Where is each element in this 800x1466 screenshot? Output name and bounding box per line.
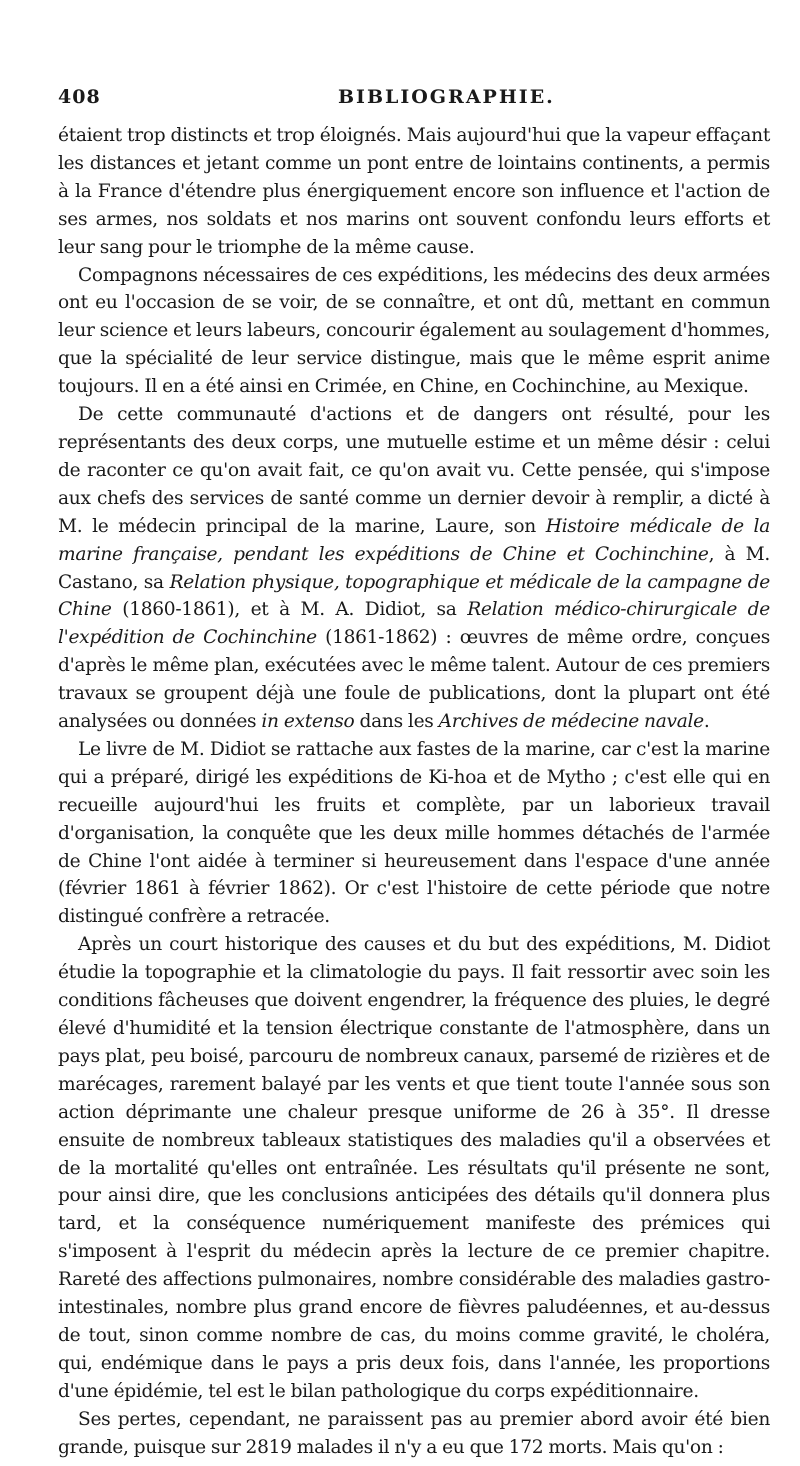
paragraph-3-text-6: . xyxy=(703,711,710,733)
paragraph-6: Ses pertes, cependant, ne paraissent pas au premier abord avoir été bien grande, puisque sur 2819 malades il n'y a eu que 172 morts. Mais qu'on : xyxy=(58,1408,770,1458)
running-head xyxy=(58,86,770,120)
paragraph-4: Le livre de M. Didiot se rattache aux fastes de la marine, car c'est la marine qui a préparé, dirigé les expéditions de Ki-hoa et de Mytho ; c'est elle qui en recueille aujourd'hui les fruits et complète, par un laborieux travail d'organisation, la conquête que les deux mille hommes détachés de l'armée de Chine l'ont aidée à terminer si heureusement dans l'espace d'une année (février 1861 à février 1862). Or c'est l'histoire de cette période que notre distingué confrère a retracée. xyxy=(58,738,770,928)
title-histoire-medicale: Histoire médicale de la marine française, pendant les expéditions de Chine et Cochinchine xyxy=(58,515,770,565)
body-text xyxy=(58,122,770,1462)
title-relation-medico-chirurgicale: Relation médico-chirurgicale de l'expédition de Cochinchine xyxy=(58,599,770,649)
title-archives-medecine-navale: Archives de médecine navale xyxy=(438,711,704,733)
paragraph-3-text-2: , à M. Castano, sa xyxy=(58,543,770,593)
paragraph-5: Après un court historique des causes et du but des expéditions, M. Didiot étudie la topographie et la climatologie du pays. Il fait ressortir avec soin les conditions fâcheuses que doivent engendrer, la fréquence des pluies, le degré élevé d'humidité et la tension électrique constante de l'atmosphère, dans un pays plat, peu boisé, parcouru de nombreux canaux, parsemé de rizières et de marécages, rarement balayé par les vents et que tient toute l'année sous son action déprimante une chaleur presque uniforme de 26 à 35°. Il dresse ensuite de nombreux tableaux statistiques des maladies qu'il a observées et de la mortalité qu'elles ont entraînée. Les résultats qu'il présente ne sont, pour ainsi dire, que les conclusions anticipées des détails qu'il donnera plus tard, et la conséquence numériquement manifeste des prémices qui s'imposent à l'esprit du médecin après la lecture de ce premier chapitre. Rareté des affections pulmonaires, nombre considérable des maladies gastro-intestinales, nombre plus grand encore de fièvres paludéennes, et au-dessus de tout, sinon comme nombre de cas, du moins comme gravité, le choléra, qui, endémique dans le pays a pris deux fois, dans l'année, les proportions d'une épidémie, tel est le bilan pathologique du corps expéditionnaire. xyxy=(58,934,770,1402)
title-relation-physique: Relation physique, topographique et médicale de la campagne de Chine xyxy=(58,571,770,621)
paragraph-3-text-1: De cette communauté d'actions et de dangers ont résulté, pour les représentants des deux corps, une mutuelle estime et un même désir : celui de raconter ce qu'on avait fait, ce qu'on avait vu. Cette pensée, qui s'impose aux chefs des services de santé comme un dernier devoir à remplir, a dicté à M. le médecin principal de la marine, Laure, son xyxy=(58,404,770,537)
running-title: BIBLIOGRAPHIE. xyxy=(338,86,555,108)
book-page xyxy=(58,86,770,1462)
paragraph-3-text-3: (1860-1861), et à M. A. Didiot, sa xyxy=(111,599,468,621)
paragraph-2: Compagnons nécessaires de ces expéditions, les médecins des deux armées ont eu l'occasion de se voir, de se connaître, et ont dû, mettant en commun leur science et leurs labeurs, concourir également au soulagement d'hommes, que la spécialité de leur service distingue, mais que le même esprit anime toujours. Il en a été ainsi en Crimée, en Chine, en Cochinchine, au Mexique. xyxy=(58,264,771,398)
phrase-in-extenso: in extenso xyxy=(261,711,355,733)
paragraph-3-text-4: (1861-1862) : œuvres de même ordre, conçues d'après le même plan, exécutées avec le même talent. Autour de ces premiers travaux se groupent déjà une foule de publications, dont la plupart ont été analysées ou données xyxy=(58,627,770,733)
paragraph-3-text-5: dans les xyxy=(354,711,439,733)
paragraph-1: étaient trop distincts et trop éloignés. Mais aujourd'hui que la vapeur effaçant les distances et jetant comme un pont entre de lointains continents, a permis à la France d'étendre plus énergiquement encore son influence et l'action de ses armes, nos soldats et nos marins ont souvent confondu leurs efforts et leur sang pour le triomphe de la même cause. xyxy=(58,125,770,258)
paragraph-3 xyxy=(58,401,770,736)
page-number: 408 xyxy=(58,86,101,108)
